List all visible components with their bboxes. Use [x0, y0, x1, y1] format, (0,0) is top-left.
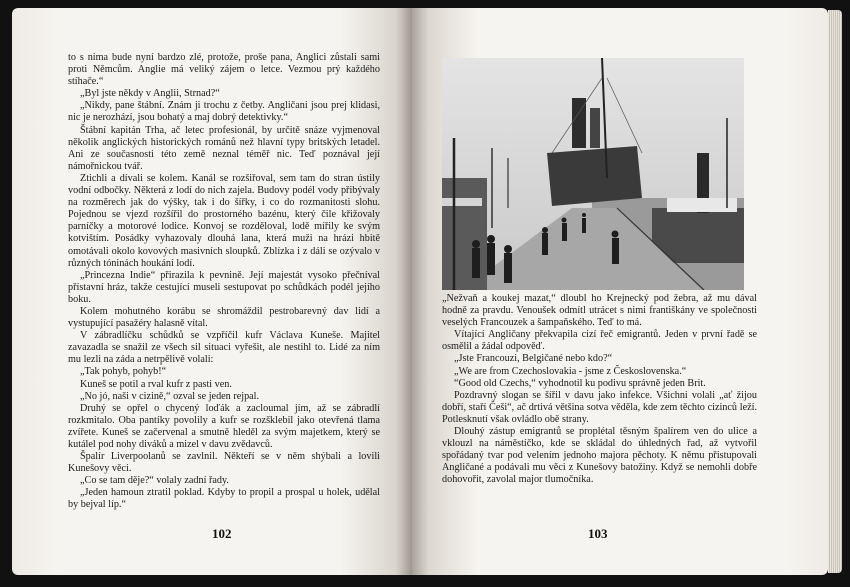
paragraph: „Byl jste někdy v Anglii, Strnad?“ — [80, 88, 220, 100]
paragraph: Kuneš se potil a rval kufr z pasti ven. — [80, 378, 232, 390]
paragraph: „We are from Czechoslovakia - jsme z Československa.“ — [454, 365, 687, 377]
paragraph: „Jste Francouzi, Belgičané nebo kdo?“ — [454, 353, 613, 365]
left-page — [12, 8, 412, 575]
paragraph: Vítající Angličany překvapila cizí řeč emigrantů. Jeden v první řadě se osmělil a žádal odpověď. — [442, 329, 757, 353]
ship-photo — [442, 58, 744, 290]
right-page-number: 103 — [588, 526, 608, 541]
paragraph: Kolem mohutného korábu se shromáždil pestrobarevný dav lidí a vystupující pasažéry halasně vítal. — [68, 305, 380, 330]
paragraph: Ztichli a dívali se kolem. Kanál se rozšiřoval, sem tam do stran ústily vodní odbočky. Některá z lodí do nich zajela. Budovy podél vody přibývaly na rozměrech jak do výšky, tak i do šířky, i co do rozmanitosti slohu. Pojednou se vjezd rozšířil do prostorného bazénu, který čile křižovaly parníčky a motorové lodice. Konvoj se rozděloval, lodě mířily ke svým kotvištím. Posádky vyhazovaly dlouhá lana, která muži na hrázi hbitě omotávali okolo kovových masivních sloupků. Zblízka i z dáli se ozývalo v různých tóninách houkání lodí. — [68, 172, 380, 269]
paragraph: „Co se tam děje?“ volaly zadní řady. — [80, 475, 229, 487]
paragraph: “Good old Czechs,“ vyhodnotil ku podivu správně jeden Brit. — [454, 377, 706, 389]
left-page-number: 102 — [212, 526, 232, 541]
paragraph: „Nikdy, pane štábní. Znám ji trochu z četby. Angličani jsou prej klidasi, nic je nerozhází, jsou bohatý a maj dobrý detektivky.“ — [68, 100, 380, 124]
paragraph: Pozdravný slogan se šířil v davu jako infekce. Všichni volali „ať žijou dobří, staří Češi“, ač drtivá většina sotva věděla, kde zem těchto cizinců leží. Potlesknutí však ovládlo obě strany. — [442, 389, 757, 425]
paragraph: Dlouhý zástup emigrantů se proplétal těsným špalírem ven do ulice a vklouzl na náměstíčko, kde se skládal do úhledných řad, až vytvořil spořádaný tvar pod velením jednoho majora pěchoty. K němu přistupovali Angličané a podávali mu věci z Kunešovy batožiny. Když se nemohli dobře dohovořit, zavolal major tlumočníka. — [442, 426, 757, 486]
paragraph: Špalír Liverpoolanů se zavlnil. Někteří se v něm shýbali a lovili Kunešovy věci. — [68, 451, 380, 475]
page-edges — [828, 10, 842, 573]
paragraph: „Jeden hamoun ztratil poklad. Kdyby to propil a prospal u holek, udělal by bejval líp.“ — [68, 487, 380, 511]
paragraph: „Nežvaň a koukej mazat,“ dloubl ho Krejnecký pod žebra, až mu dával hodně za pravdu. Venoušek odmítl utrácet s nimi františkány ve společnosti veselých Francouzek a šampaňského. Teď to má. — [442, 293, 757, 329]
paragraph: „Princezna Indie“ přirazila k pevnině. Její majestát vysoko přečníval přístavní hráz, takže cestující museli sestupovat po schůdkách podél jejího boku. — [68, 269, 380, 305]
paragraph: „No jó, naši v cizině,“ ozval se jeden rejpal. — [80, 390, 260, 402]
paragraph: Druhý se opřel o chycený loďák a zacloumal jím, až se zábradlí rozkmitalo. Oba pantíky povolily a kufr se rozšklebil jako otevřená tlama zvířete. Kuneš se začervenal a smutně hleděl za svým majetkem, který se kutálel pod nohy diváků a mizel v davu zvědavců. — [68, 402, 380, 450]
left-page-text — [68, 52, 380, 512]
paragraph: to s nima bude nyní bardzo zlé, protože, proše pana, Anglici zůstali sami proti Němcům. Anglie má veliký zájem o letce. Vezmou prý každého stíhače.“ — [68, 52, 380, 88]
paragraph: Štábní kapitán Trha, ač letec profesionál, by určitě snáze vyjmenoval několik anglických historických románů než hlavní typy britských letadel. Ani ze současnosti této země neznal téměř nic. Teď poznával její námořnickou tvář. — [68, 124, 380, 172]
paragraph: „Tak pohyb, pohyb!“ — [80, 366, 167, 378]
right-page — [412, 8, 828, 575]
right-page-text — [442, 293, 757, 487]
paragraph: V zábradlíčku schůdků se vzpříčil kufr Václava Kuneše. Majitel zavazadla se snažil ze všech sil situaci vyřešit, ale nestihl to. Lidé za ním mu lezli na záda a netrpělivě volali: — [68, 330, 380, 366]
